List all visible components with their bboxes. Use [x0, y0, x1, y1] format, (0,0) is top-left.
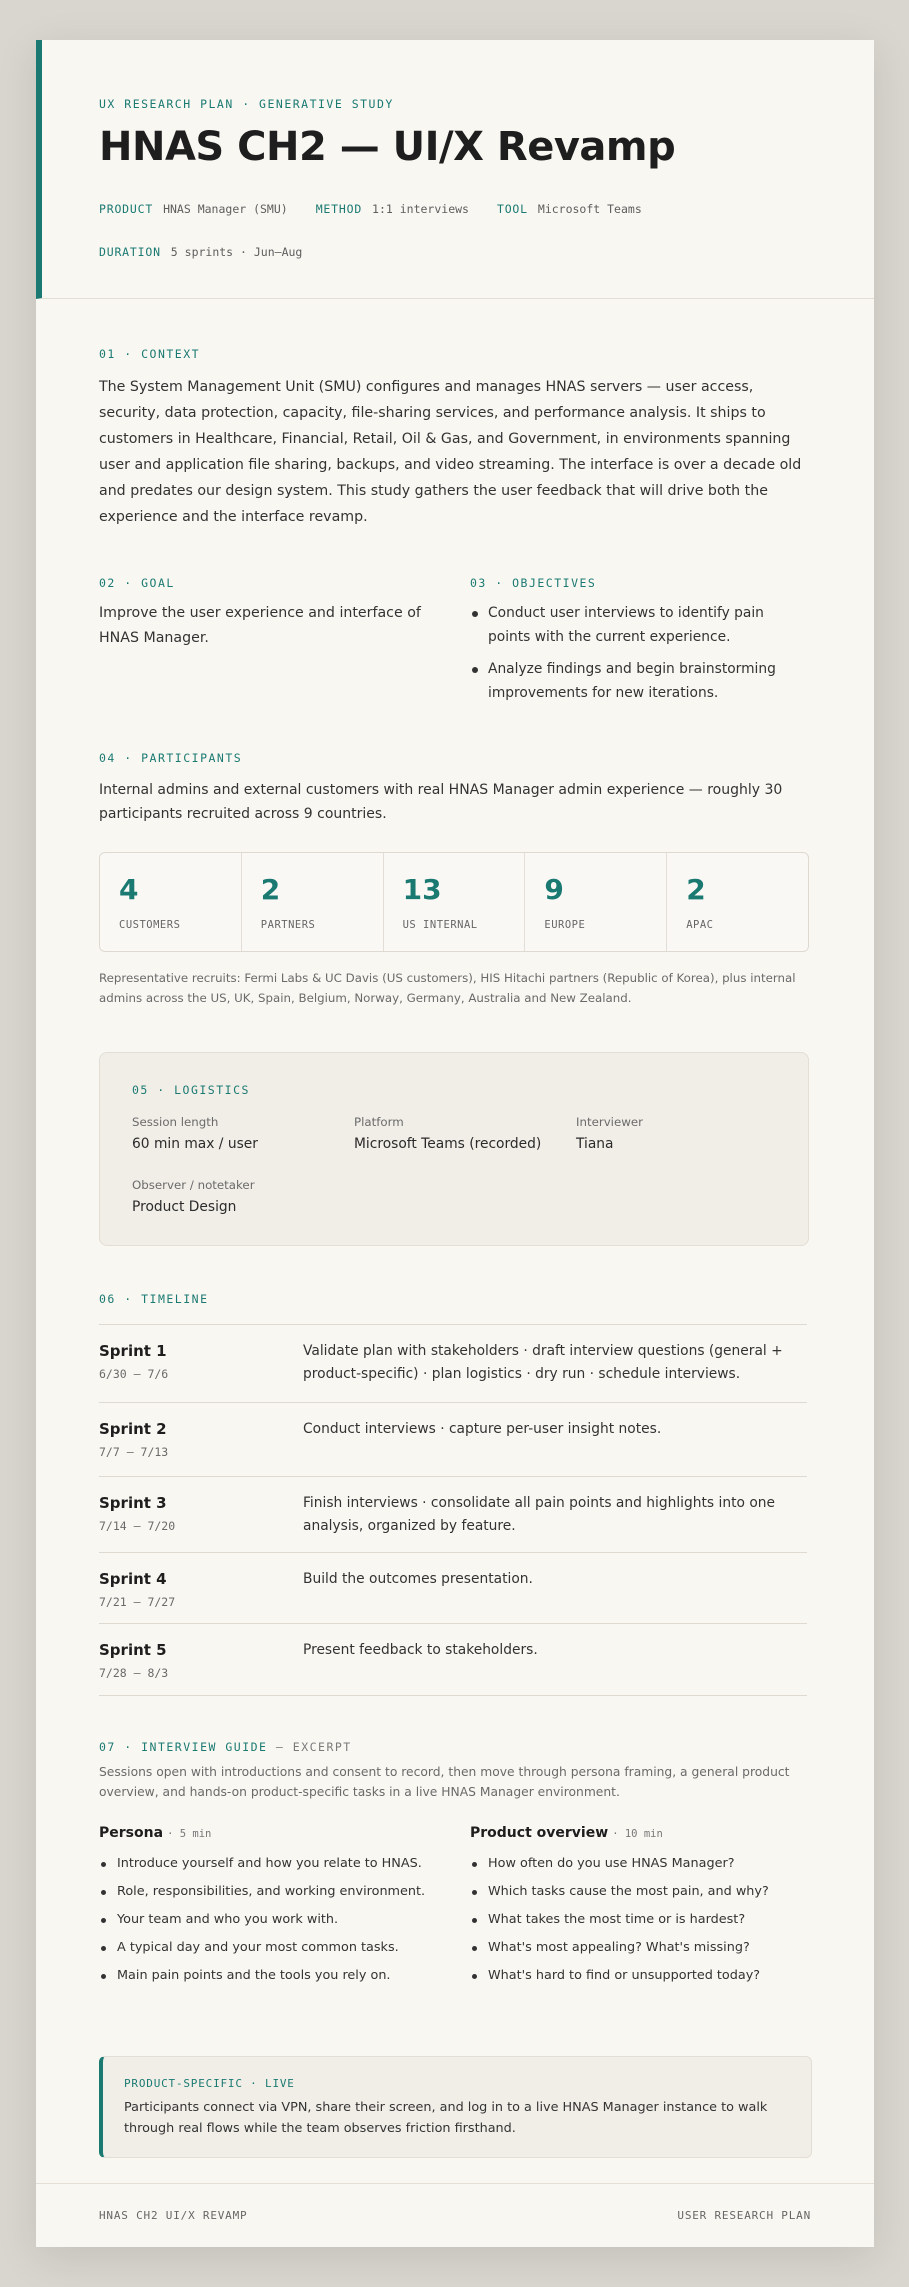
participants-note: Representative recruits: Fermi Labs & UC Davis (US customers), HIS Hitachi partners (Republic of Korea), plus internal admins across the US, UK, Spain, Belgium, Norway, Germany, Australia and New Zealand.: [99, 971, 796, 1005]
sprint-description: Build the outcomes presentation.: [303, 1571, 533, 1587]
guide-label-main: 07 · INTERVIEW GUIDE: [99, 1740, 268, 1754]
meta-key-tool: TOOL: [496, 202, 528, 216]
stat-number: 13: [402, 873, 442, 906]
participants-label: 04 · PARTICIPANTS: [99, 751, 243, 765]
meta-row-2: [99, 245, 330, 259]
participant-stats: [99, 852, 809, 952]
logistics-key: Session length: [132, 1115, 219, 1129]
stat-partners: [242, 853, 384, 951]
logistics-value: Product Design: [132, 1199, 237, 1215]
callout-text: Participants connect via VPN, share their screen, and log in to a live HNAS Manager instance to walk through real flows while the team observes friction firsthand.: [124, 2100, 768, 2136]
sprint-name: Sprint 1: [99, 1342, 167, 1360]
meta-key-product: PRODUCT: [99, 202, 154, 216]
sprint-description: Conduct interviews · capture per-user insight notes.: [303, 1421, 662, 1437]
persona-title: Persona: [99, 1825, 164, 1841]
goal-text: Improve the user experience and interface of HNAS Manager.: [99, 605, 421, 646]
stat-label: CUSTOMERS: [119, 919, 181, 931]
timeline-row: [99, 1552, 807, 1624]
overview-duration: · 10 min: [612, 1828, 663, 1840]
meta-key-duration: DURATION: [99, 245, 161, 259]
sprint-dates: 7/14 – 7/20: [99, 1519, 176, 1533]
logistics-value: Tiana: [576, 1136, 614, 1152]
stat-number: 2: [260, 873, 281, 906]
sprint-name: Sprint 5: [99, 1641, 167, 1659]
objective-item: Conduct user interviews to identify pain points with the current experience.: [470, 601, 810, 649]
meta-value-tool: Microsoft Teams: [537, 202, 642, 216]
logistics-key: Observer / notetaker: [132, 1178, 255, 1192]
meta-row-1: [99, 202, 670, 216]
context-label: 01 · CONTEXT: [99, 347, 201, 361]
stat-label: APAC: [686, 919, 714, 931]
document-page: [36, 40, 874, 2247]
sprint-dates: 7/7 – 7/13: [99, 1445, 169, 1459]
logistics-key: Interviewer: [576, 1115, 643, 1129]
stat-apac: [667, 853, 808, 951]
timeline-label: 06 · TIMELINE: [99, 1292, 209, 1306]
sprint-dates: 6/30 – 7/6: [99, 1367, 169, 1381]
sprint-name: Sprint 4: [99, 1570, 167, 1588]
stat-label: US INTERNAL: [402, 919, 478, 931]
overview-item: What takes the most time or is hardest?: [470, 1911, 810, 1929]
objective-item: Analyze findings and begin brainstorming improvements for new iterations.: [470, 657, 810, 705]
guide-intro: Sessions open with introductions and consent to record, then move through persona framing, a general product overview, and hands-on product-specific tasks in a live HNAS Manager environment.: [99, 1765, 790, 1799]
overview-title: Product overview: [470, 1825, 609, 1841]
stat-us-internal: [384, 853, 526, 951]
goal-label: 02 · GOAL: [99, 576, 175, 590]
guide-label-suffix: — EXCERPT: [275, 1740, 352, 1754]
overview-item: What's hard to find or unsupported today?: [470, 1967, 810, 1985]
participants-text: Internal admins and external customers with real HNAS Manager admin experience — roughly 30 participants recruited across 9 countries.: [99, 782, 783, 822]
callout-label: PRODUCT-SPECIFIC · LIVE: [124, 2077, 295, 2090]
objectives-list: [470, 601, 810, 705]
logistics-label: 05 · LOGISTICS: [132, 1083, 250, 1097]
objectives-label: 03 · OBJECTIVES: [470, 576, 597, 590]
product-specific-callout: [99, 2056, 812, 2158]
stat-customers: [100, 853, 242, 951]
logistics-card: [99, 1052, 809, 1246]
timeline-row: [99, 1476, 807, 1553]
logistics-key: Platform: [354, 1115, 404, 1129]
footer-left: HNAS CH2 UI/X REVAMP: [99, 2209, 248, 2222]
timeline-row: [99, 1623, 807, 1696]
sprint-dates: 7/28 – 8/3: [99, 1666, 169, 1680]
overview-item: How often do you use HNAS Manager?: [470, 1855, 810, 1873]
meta-key-method: METHOD: [315, 202, 363, 216]
stat-europe: [525, 853, 667, 951]
meta-value-duration: 5 sprints · Jun–Aug: [170, 245, 303, 259]
sprint-description: Validate plan with stakeholders · draft interview questions (general + product-specific) · plan logistics · dry run · schedule interviews.: [303, 1343, 783, 1382]
sprint-name: Sprint 2: [99, 1420, 167, 1438]
footer: [36, 2183, 874, 2248]
timeline-row: [99, 1402, 807, 1477]
sprint-description: Present feedback to stakeholders.: [303, 1642, 538, 1658]
stat-label: EUROPE: [544, 919, 586, 931]
stat-label: PARTNERS: [260, 919, 316, 931]
timeline-row: [99, 1324, 807, 1403]
overview-item: Which tasks cause the most pain, and why?: [470, 1883, 810, 1901]
persona-column: [99, 1825, 439, 1995]
persona-heading: [99, 1825, 439, 1841]
stat-number: 4: [119, 873, 139, 906]
sprint-description: Finish interviews · consolidate all pain points and highlights into one analysis, organized by feature.: [303, 1495, 775, 1534]
persona-item: Role, responsibilities, and working environment.: [99, 1883, 439, 1901]
logistics-value: 60 min max / user: [132, 1136, 258, 1152]
overview-column: [470, 1825, 810, 1995]
persona-item: A typical day and your most common tasks.: [99, 1939, 439, 1957]
overview-heading: [470, 1825, 810, 1841]
page-title: HNAS CH2 — UI/X Revamp: [99, 124, 676, 170]
meta-value-product: HNAS Manager (SMU): [163, 202, 288, 216]
sprint-dates: 7/21 – 7/27: [99, 1595, 176, 1609]
overview-item: What's most appealing? What's missing?: [470, 1939, 810, 1957]
persona-item: Your team and who you work with.: [99, 1911, 439, 1929]
header: [36, 40, 874, 299]
sprint-name: Sprint 3: [99, 1494, 167, 1512]
kicker: UX RESEARCH PLAN · GENERATIVE STUDY: [99, 97, 394, 111]
persona-item: Main pain points and the tools you rely on.: [99, 1967, 439, 1985]
meta-value-method: 1:1 interviews: [372, 202, 469, 216]
stat-number: 2: [686, 873, 706, 906]
footer-right: USER RESEARCH PLAN: [677, 2209, 811, 2222]
guide-label: [99, 1740, 352, 1754]
persona-item: Introduce yourself and how you relate to HNAS.: [99, 1855, 439, 1873]
persona-duration: · 5 min: [167, 1828, 212, 1840]
logistics-value: Microsoft Teams (recorded): [354, 1136, 542, 1152]
context-text: The System Management Unit (SMU) configures and manages HNAS servers — user access, security, data protection, capacity, file-sharing services, and performance analysis. It ships to customers in Healthcare, Financial, Retail, Oil & Gas, and Government, in environments spanning user and application file sharing, backups, and video streaming. The interface is over a decade old and predates our design system. This study gathers the user feedback that will drive both the experience and the interface revamp.: [99, 379, 802, 525]
stat-number: 9: [544, 873, 564, 906]
